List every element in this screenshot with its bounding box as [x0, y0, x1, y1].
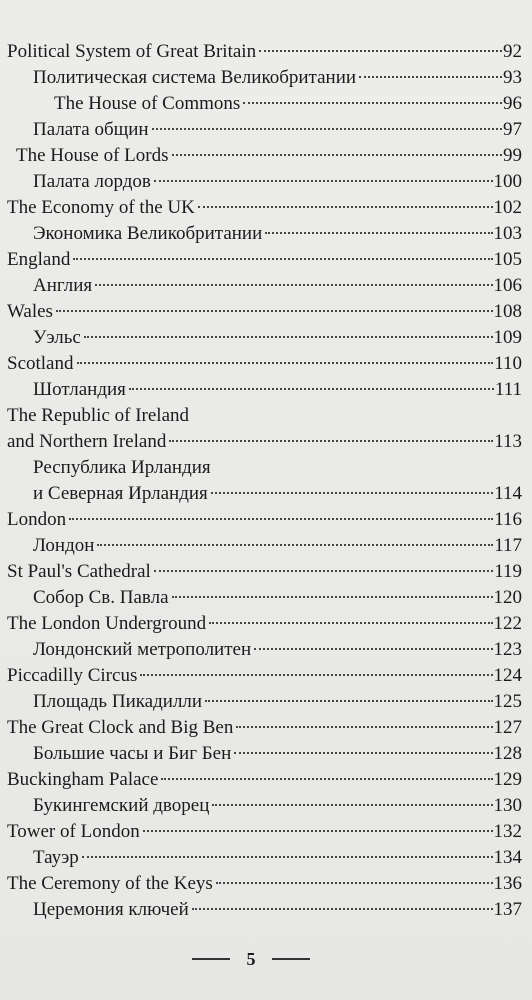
dot-leader [82, 856, 493, 858]
dot-leader [97, 544, 493, 546]
footer-dash-right [272, 958, 310, 960]
toc-entry [0, 91, 532, 117]
toc-entry [0, 351, 532, 377]
toc-entry-title: The House of Lords [16, 145, 169, 166]
dot-leader [243, 102, 502, 104]
toc-entry-title: Лондон [33, 535, 95, 556]
toc-entry [0, 507, 532, 533]
toc-entry-title: The Ceremony of the Keys [7, 873, 213, 894]
toc-entry-title: The House of Commons [54, 93, 241, 114]
toc-entry [0, 689, 532, 715]
dot-leader [161, 778, 492, 780]
toc-entry-page: 130 [493, 795, 522, 816]
toc-entry-page: 116 [494, 509, 522, 530]
toc-entry [0, 845, 532, 871]
toc-entry-page: 124 [493, 665, 522, 686]
toc-entry [0, 533, 532, 559]
toc-entry [0, 143, 532, 169]
dot-leader [152, 128, 502, 130]
toc-entry-title: Церемония ключей [33, 899, 189, 920]
toc-entry [0, 871, 532, 897]
dot-leader [140, 674, 492, 676]
toc-entry-page: 93 [503, 67, 522, 88]
toc-entry [0, 611, 532, 637]
toc-entry-title: Scotland [7, 353, 74, 374]
toc-entry-page: 106 [493, 275, 522, 296]
dot-leader [129, 388, 494, 390]
footer-dash-left [192, 958, 230, 960]
dot-leader [69, 518, 493, 520]
toc-entry-title: The Great Clock and Big Ben [7, 717, 234, 738]
toc-entry-title: Букингемский дворец [33, 795, 210, 816]
toc-entry-page: 105 [493, 249, 522, 270]
toc-entry-page: 114 [494, 483, 522, 504]
toc-entry-title: Палата общин [33, 119, 149, 140]
toc-entry-page: 96 [503, 93, 522, 114]
toc-entry [0, 39, 532, 65]
toc-entry-page: 119 [494, 561, 522, 582]
toc-entry-page: 99 [503, 145, 522, 166]
toc-entry [0, 819, 532, 845]
dot-leader [216, 882, 493, 884]
toc-entry-page: 136 [493, 873, 522, 894]
dot-leader [259, 50, 502, 52]
toc-entry-page: 111 [494, 379, 522, 400]
dot-leader [169, 440, 493, 442]
toc-entry-page: 97 [503, 119, 522, 140]
toc-entry [0, 663, 532, 689]
toc-entry-title-line1: The Republic of Ireland [7, 405, 190, 426]
toc-entry [0, 299, 532, 325]
dot-leader [143, 830, 493, 832]
toc-entry-page: 137 [493, 899, 522, 920]
toc-entry [0, 715, 532, 741]
toc-entry-page: 134 [493, 847, 522, 868]
page-footer [0, 944, 532, 974]
toc-entry [0, 247, 532, 273]
toc-entry-title: The Economy of the UK [7, 197, 195, 218]
toc-entry-title: England [7, 249, 71, 270]
toc-entry [0, 637, 532, 663]
toc-entry-title: Шотландия [33, 379, 126, 400]
toc-entry-page: 102 [493, 197, 522, 218]
toc-entry-page: 128 [493, 743, 522, 764]
dot-leader [359, 76, 502, 78]
toc-entry-title: и Северная Ирландия [33, 483, 208, 504]
toc-entry-title: Палата лордов [33, 171, 151, 192]
toc-entry [0, 741, 532, 767]
toc-entry-page: 122 [493, 613, 522, 634]
toc-entry [0, 429, 532, 455]
dot-leader [212, 804, 492, 806]
toc-entry-title-line1: Республика Ирландия [33, 457, 211, 478]
toc-entry [0, 169, 532, 195]
toc-entry-page: 129 [493, 769, 522, 790]
toc-entry [0, 377, 532, 403]
toc-entry-title: The London Underground [7, 613, 207, 634]
toc-entry [0, 481, 532, 507]
toc-entry-page: 120 [493, 587, 522, 608]
toc-entry-title: Собор Св. Павла [33, 587, 169, 608]
dot-leader [73, 258, 492, 260]
toc-entry-title: Buckingham Palace [7, 769, 159, 790]
dot-leader [95, 284, 492, 286]
dot-leader [154, 570, 493, 572]
toc-entry [0, 897, 532, 923]
dot-leader [77, 362, 494, 364]
toc-entry-page: 110 [494, 353, 522, 374]
toc-entry [0, 117, 532, 143]
dot-leader [265, 232, 492, 234]
dot-leader [211, 492, 493, 494]
toc-entry-title: Большие часы и Биг Бен [33, 743, 232, 764]
toc-entry-page: 123 [493, 639, 522, 660]
toc-entry-title: Tower of London [7, 821, 140, 842]
toc-entry [0, 793, 532, 819]
toc-entry [0, 559, 532, 585]
toc-entry [0, 65, 532, 91]
toc-entry-page: 125 [493, 691, 522, 712]
toc-entry-title: Тауэр [33, 847, 79, 868]
toc-entry-first-line [0, 403, 532, 429]
toc-entry [0, 273, 532, 299]
toc-entry-page: 92 [503, 41, 522, 62]
toc-entry-title: Уэльс [33, 327, 81, 348]
toc-entry-first-line [0, 455, 532, 481]
toc-entry-page: 132 [493, 821, 522, 842]
dot-leader [56, 310, 493, 312]
toc-entry-page: 100 [493, 171, 522, 192]
dot-leader [236, 726, 492, 728]
toc-entry [0, 585, 532, 611]
toc-entry-title: and Northern Ireland [7, 431, 167, 452]
dot-leader [254, 648, 492, 650]
toc-entry [0, 221, 532, 247]
toc-entry [0, 195, 532, 221]
toc-entry-page: 117 [494, 535, 522, 556]
toc-entry-title: Political System of Great Britain [7, 41, 257, 62]
toc-entry-page: 103 [493, 223, 522, 244]
toc-entry-title: Политическая система Великобритании [33, 67, 357, 88]
dot-leader [154, 180, 493, 182]
toc-entry-title: Экономика Великобритании [33, 223, 263, 244]
dot-leader [234, 752, 492, 754]
toc-entry [0, 767, 532, 793]
dot-leader [172, 596, 493, 598]
table-of-contents [0, 39, 532, 923]
toc-entry-title: Wales [7, 301, 53, 322]
dot-leader [192, 908, 493, 910]
toc-entry-page: 127 [493, 717, 522, 738]
toc-entry-title: Piccadilly Circus [7, 665, 138, 686]
dot-leader [198, 206, 493, 208]
toc-entry-page: 108 [493, 301, 522, 322]
toc-entry-page: 113 [494, 431, 522, 452]
toc-entry-title: Лондонский метрополитен [33, 639, 252, 660]
toc-entry-page: 109 [493, 327, 522, 348]
toc-entry-title: Англия [33, 275, 93, 296]
dot-leader [172, 154, 503, 156]
toc-entry-title: St Paul's Cathedral [7, 561, 151, 582]
toc-entry-title: Площадь Пикадилли [33, 691, 203, 712]
toc-entry [0, 325, 532, 351]
dot-leader [84, 336, 493, 338]
toc-entry-title: London [7, 509, 67, 530]
page-number: 5 [246, 949, 256, 969]
dot-leader [205, 700, 492, 702]
dot-leader [209, 622, 492, 624]
